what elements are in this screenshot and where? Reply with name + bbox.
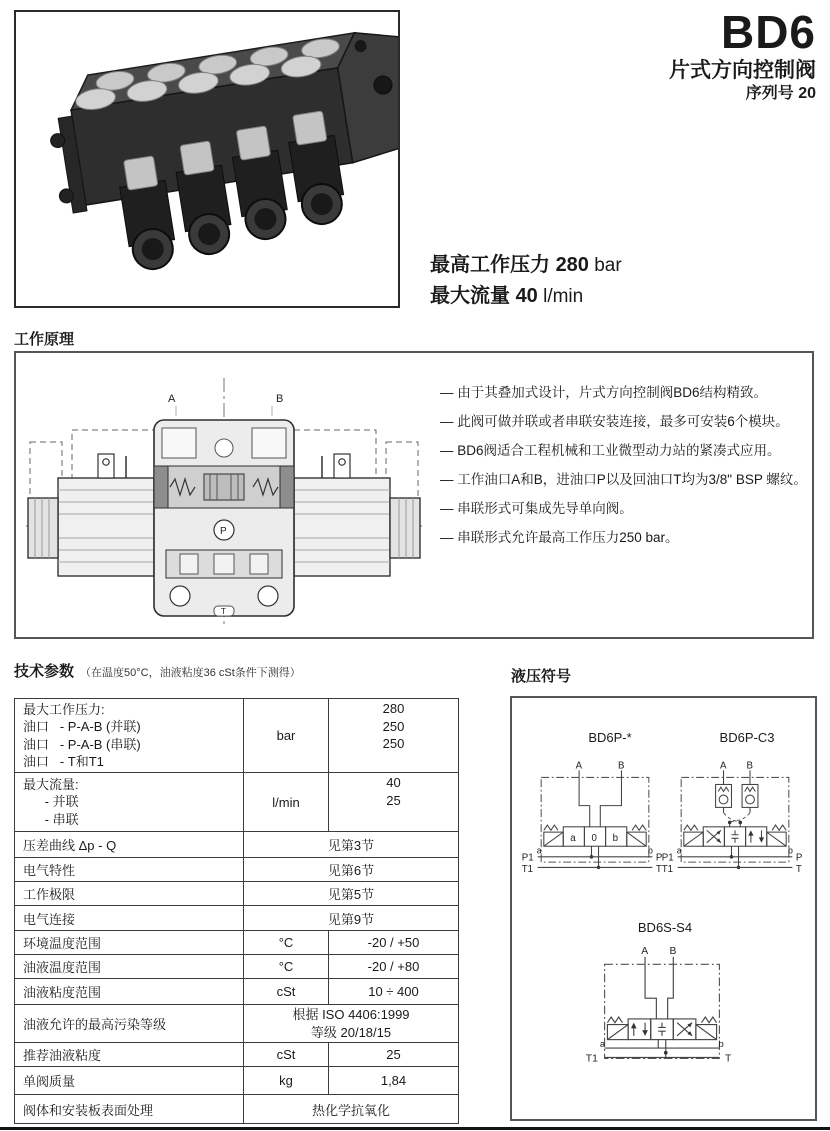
svg-text:a: a: [676, 845, 682, 856]
symbol-name-bd6p: BD6P-*: [588, 730, 632, 745]
svg-text:b: b: [787, 845, 793, 856]
table-row: 阀体和安装板表面处理 热化学抗氧化: [15, 1095, 459, 1124]
title-block: [669, 8, 816, 104]
list-item: — 工作油口A和B，进油口P以及回油口T均为3/8" BSP 螺纹。: [440, 472, 807, 487]
svg-text:T1: T1: [521, 863, 534, 875]
svg-text:T: T: [221, 607, 226, 616]
svg-text:B: B: [276, 393, 284, 405]
table-row: 油液允许的最高污染等级 根据 ISO 4406:1999 等级 20/18/15: [15, 1005, 459, 1043]
table-row: 电气连接 见第9节: [15, 906, 459, 931]
svg-text:B: B: [746, 760, 753, 772]
page-title: BD6: [720, 6, 816, 58]
hydraulic-symbols-heading: 液压符号: [511, 668, 572, 685]
hydraulic-symbol-bd6p-c3: [660, 752, 810, 884]
max-pressure: 最高工作压力 280 bar: [430, 254, 622, 276]
cross-section-drawing: [18, 358, 430, 634]
series-number: 序列号 20: [745, 85, 816, 102]
svg-text:A: A: [641, 945, 649, 957]
list-item: — 串联形式可集成先导单向阀。: [440, 501, 633, 516]
tech-specs-note: （在温度50°C，油液粘度36 cSt条件下测得）: [80, 667, 301, 679]
svg-text:b: b: [718, 1038, 724, 1050]
hydraulic-symbol-bd6s-s4: [582, 942, 742, 1077]
table-row: 最大工作压力: 油口 - P-A-B (并联) 油口 - P-A-B (串联) 油口 - T和T1 bar 280 250 250: [15, 699, 459, 773]
symbol-name-bd6s-s4: BD6S-S4: [637, 920, 693, 935]
svg-text:b: b: [647, 845, 653, 856]
feature-list: [440, 384, 812, 558]
svg-text:T1: T1: [585, 1053, 598, 1065]
working-principle-heading: 工作原理: [14, 331, 75, 348]
page-bottom-rule: [0, 1127, 830, 1130]
table-row: 环境温度范围 °C -20 / +50: [15, 931, 459, 955]
list-item: — BD6阀适合工程机械和工业微型动力站的紧凑式应用。: [440, 443, 781, 458]
tech-specs-heading: 技术参数 （在温度50°C，油液粘度36 cSt条件下测得）: [14, 663, 301, 680]
svg-text:T: T: [655, 863, 662, 875]
table-row: 最大流量: - 并联 - 串联 l/min 40 25: [15, 773, 459, 832]
svg-text:P: P: [220, 526, 227, 537]
table-row: 单阀质量 kg 1,84: [15, 1067, 459, 1095]
table-row: 工作极限 见第5节: [15, 882, 459, 906]
list-item: — 串联形式允许最高工作压力250 bar。: [440, 530, 679, 545]
svg-text:B: B: [617, 760, 625, 772]
list-item: — 此阀可做并联或者串联安装连接，最多可安装6个模块。: [440, 414, 789, 429]
table-row: 电气特性 见第6节: [15, 858, 459, 882]
table-row: 推荐油液粘度 cSt 25: [15, 1043, 459, 1067]
svg-text:A: A: [575, 760, 583, 772]
svg-text:0: 0: [591, 832, 597, 844]
svg-text:T: T: [795, 863, 802, 875]
list-item: — 由于其叠加式设计，片式方向控制阀BD6结构精致。: [440, 385, 768, 400]
table-row: 压差曲线 Δp - Q 见第3节: [15, 832, 459, 858]
svg-text:a: a: [570, 832, 576, 844]
symbol-name-bd6p-c3: BD6P-C3: [719, 730, 775, 745]
svg-text:a: a: [536, 845, 542, 856]
page-subtitle: 片式方向控制阀: [669, 59, 816, 82]
svg-text:P: P: [655, 852, 663, 864]
table-row: 油液粘度范围 cSt 10 ÷ 400: [15, 979, 459, 1005]
hydraulic-symbol-bd6p: [520, 752, 670, 884]
product-photo-illustration: [16, 12, 398, 306]
product-photo-frame: [14, 10, 400, 308]
svg-text:a: a: [599, 1038, 606, 1050]
svg-text:P1: P1: [521, 852, 534, 864]
svg-text:P1: P1: [661, 852, 674, 864]
max-flow: 最大流量 40 l/min: [430, 285, 584, 307]
table-row: 油液温度范围 °C -20 / +80: [15, 955, 459, 979]
svg-text:T: T: [725, 1053, 732, 1065]
svg-text:P: P: [795, 852, 803, 864]
svg-text:A: A: [720, 760, 727, 772]
svg-text:T1: T1: [661, 863, 674, 875]
svg-text:b: b: [612, 832, 619, 844]
svg-text:A: A: [168, 393, 176, 405]
key-specs: [430, 250, 622, 312]
tech-specs-table: [14, 698, 459, 1124]
svg-text:B: B: [669, 945, 677, 957]
